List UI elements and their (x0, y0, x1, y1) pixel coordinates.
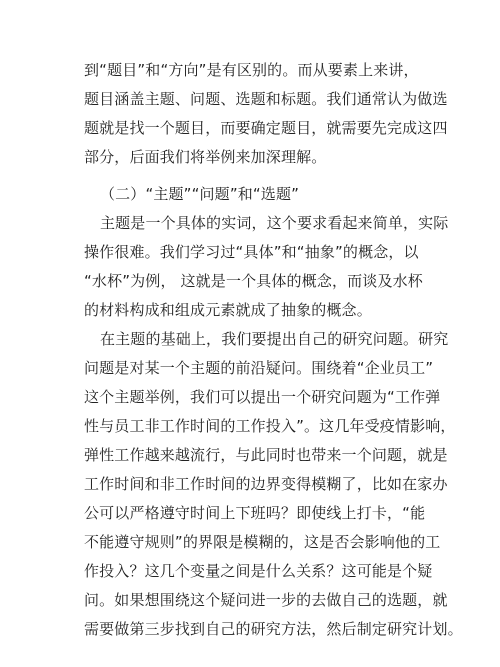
text-line: 性与员工非工作时间的工作投入”。这几年受疫情影响， (84, 417, 456, 435)
text-line: 这个主题举例，我们可以提出一个研究问题为“工作弹 (84, 388, 441, 406)
intro-paragraph (84, 56, 448, 172)
text-line: 部分，后面我们将举例来加深理解。 (84, 148, 327, 166)
text-line: 的材料构成和组成元素就成了抽象的概念。 (84, 301, 372, 319)
section-heading: （二）“主题”“问题”和“选题” (100, 185, 300, 203)
text-line: 题目涵盖主题、问题、选题和标题。我们通常认为做选 (84, 90, 448, 108)
question-paragraph (84, 325, 463, 644)
text-line: 弹性工作越来越流行，与此同时也带来一个问题，就是 (84, 446, 448, 464)
text-line: 工作时间和非工作时间的边界变得模糊了，比如在家办 (84, 475, 448, 493)
topic-paragraph (84, 209, 449, 325)
text-line: 问题是对某一个主题的前沿疑问。围绕着“企业员工” (84, 359, 434, 377)
text-line: 不能遵守规则”的界限是模糊的，这是否会影响他的工 (84, 533, 441, 551)
text-line: 到“题目”和“方向”是有区别的。而从要素上来讲， (84, 61, 419, 79)
text-line: 主题是一个具体的实词，这个要求看起来简单，实际 (100, 214, 449, 232)
text-line: 作投入？这几个变量之间是什么关系？这可能是个疑 (84, 562, 433, 580)
text-line: 操作很难。我们学习过“具体”和“抽象”的概念，以 (84, 243, 419, 261)
text-line: 问。如果想围绕这个疑问进一步的去做自己的选题，就 (84, 591, 448, 609)
text-line: 公可以严格遵守时间上下班吗？即使线上打卡，“能 (84, 504, 426, 522)
text-line: “水杯”为例， 这就是一个具体的概念，而谈及水杯 (84, 272, 423, 290)
text-line: 在主题的基础上，我们要提出自己的研究问题。研究 (100, 330, 449, 348)
text-line: 题就是找一个题目，而要确定题目，就需要先完成这四 (84, 119, 448, 137)
text-line: 需要做第三步找到自己的研究方法，然后制定研究计划。 (84, 620, 463, 638)
section-heading-block (84, 180, 420, 209)
